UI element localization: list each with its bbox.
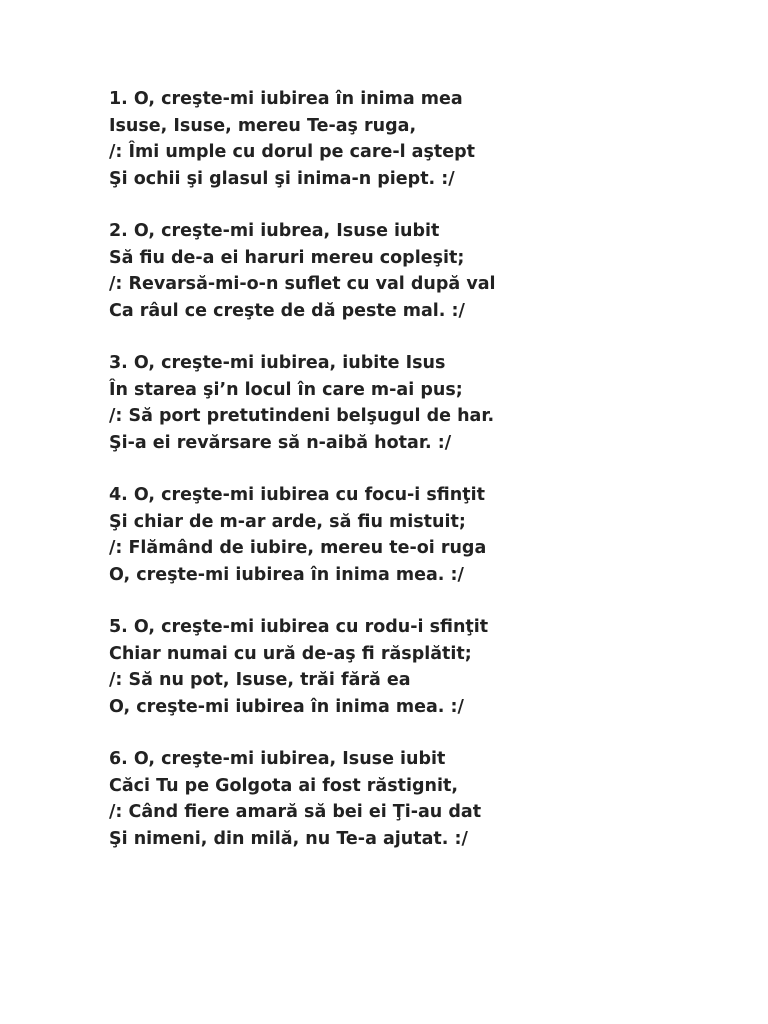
stanza-line: O, creşte-mi iubirea în inima mea. :/ <box>109 564 464 585</box>
stanza-line: 6. O, creşte-mi iubirea, Isuse iubit <box>109 749 446 769</box>
stanza-line: O, creşte-mi iubirea în inima mea. :/ <box>109 696 464 717</box>
stanza-3 <box>109 350 749 456</box>
stanza-line: /: Îmi umple cu dorul pe care-l aştept <box>109 142 476 162</box>
stanza-line: Să fiu de-a ei haruri mereu copleşit; <box>109 247 465 268</box>
stanza-line: Şi chiar de m-ar arde, să fiu mistuit; <box>109 511 466 532</box>
stanza-5 <box>109 614 749 720</box>
stanza-line: /: Să nu pot, Isuse, trăi fără ea <box>109 670 411 690</box>
stanza-line: 2. O, creşte-mi iubrea, Isuse iubit <box>109 221 440 241</box>
stanza-line: /: Să port pretutindeni belşugul de har. <box>109 406 495 426</box>
stanza-line: /: Revarsă-mi-o-n suflet cu val după val <box>109 274 496 294</box>
hymn-lyrics <box>109 86 749 878</box>
stanza-line: Şi nimeni, din milă, nu Te-a ajutat. :/ <box>109 828 468 849</box>
stanza-line: Şi ochii şi glasul şi inima-n piept. :/ <box>109 168 455 189</box>
stanza-2 <box>109 218 749 324</box>
stanza-line: Şi-a ei revărsare să n-aibă hotar. :/ <box>109 432 452 453</box>
stanza-line: 4. O, creşte-mi iubirea cu focu-i sfinţit <box>109 485 485 505</box>
stanza-line: 5. O, creşte-mi iubirea cu rodu-i sfinţit <box>109 617 489 637</box>
stanza-6 <box>109 746 749 852</box>
stanza-1 <box>109 86 749 192</box>
stanza-line: Chiar numai cu ură de-aş fi răsplătit; <box>109 643 472 664</box>
stanza-line: /: Flămând de iubire, mereu te-oi ruga <box>109 538 487 558</box>
stanza-4 <box>109 482 749 588</box>
stanza-line: Ca râul ce creşte de dă peste mal. :/ <box>109 300 465 321</box>
stanza-line: 3. O, creşte-mi iubirea, iubite Isus <box>109 353 446 373</box>
stanza-line: Isuse, Isuse, mereu Te-aş ruga, <box>109 115 417 136</box>
stanza-line: Căci Tu pe Golgota ai fost răstignit, <box>109 775 459 796</box>
stanza-line: 1. O, creşte-mi iubirea în inima mea <box>109 89 463 109</box>
stanza-line: În starea şi’n locul în care m-ai pus; <box>109 379 463 400</box>
stanza-line: /: Când fiere amară să bei ei Ţi-au dat <box>109 802 482 822</box>
